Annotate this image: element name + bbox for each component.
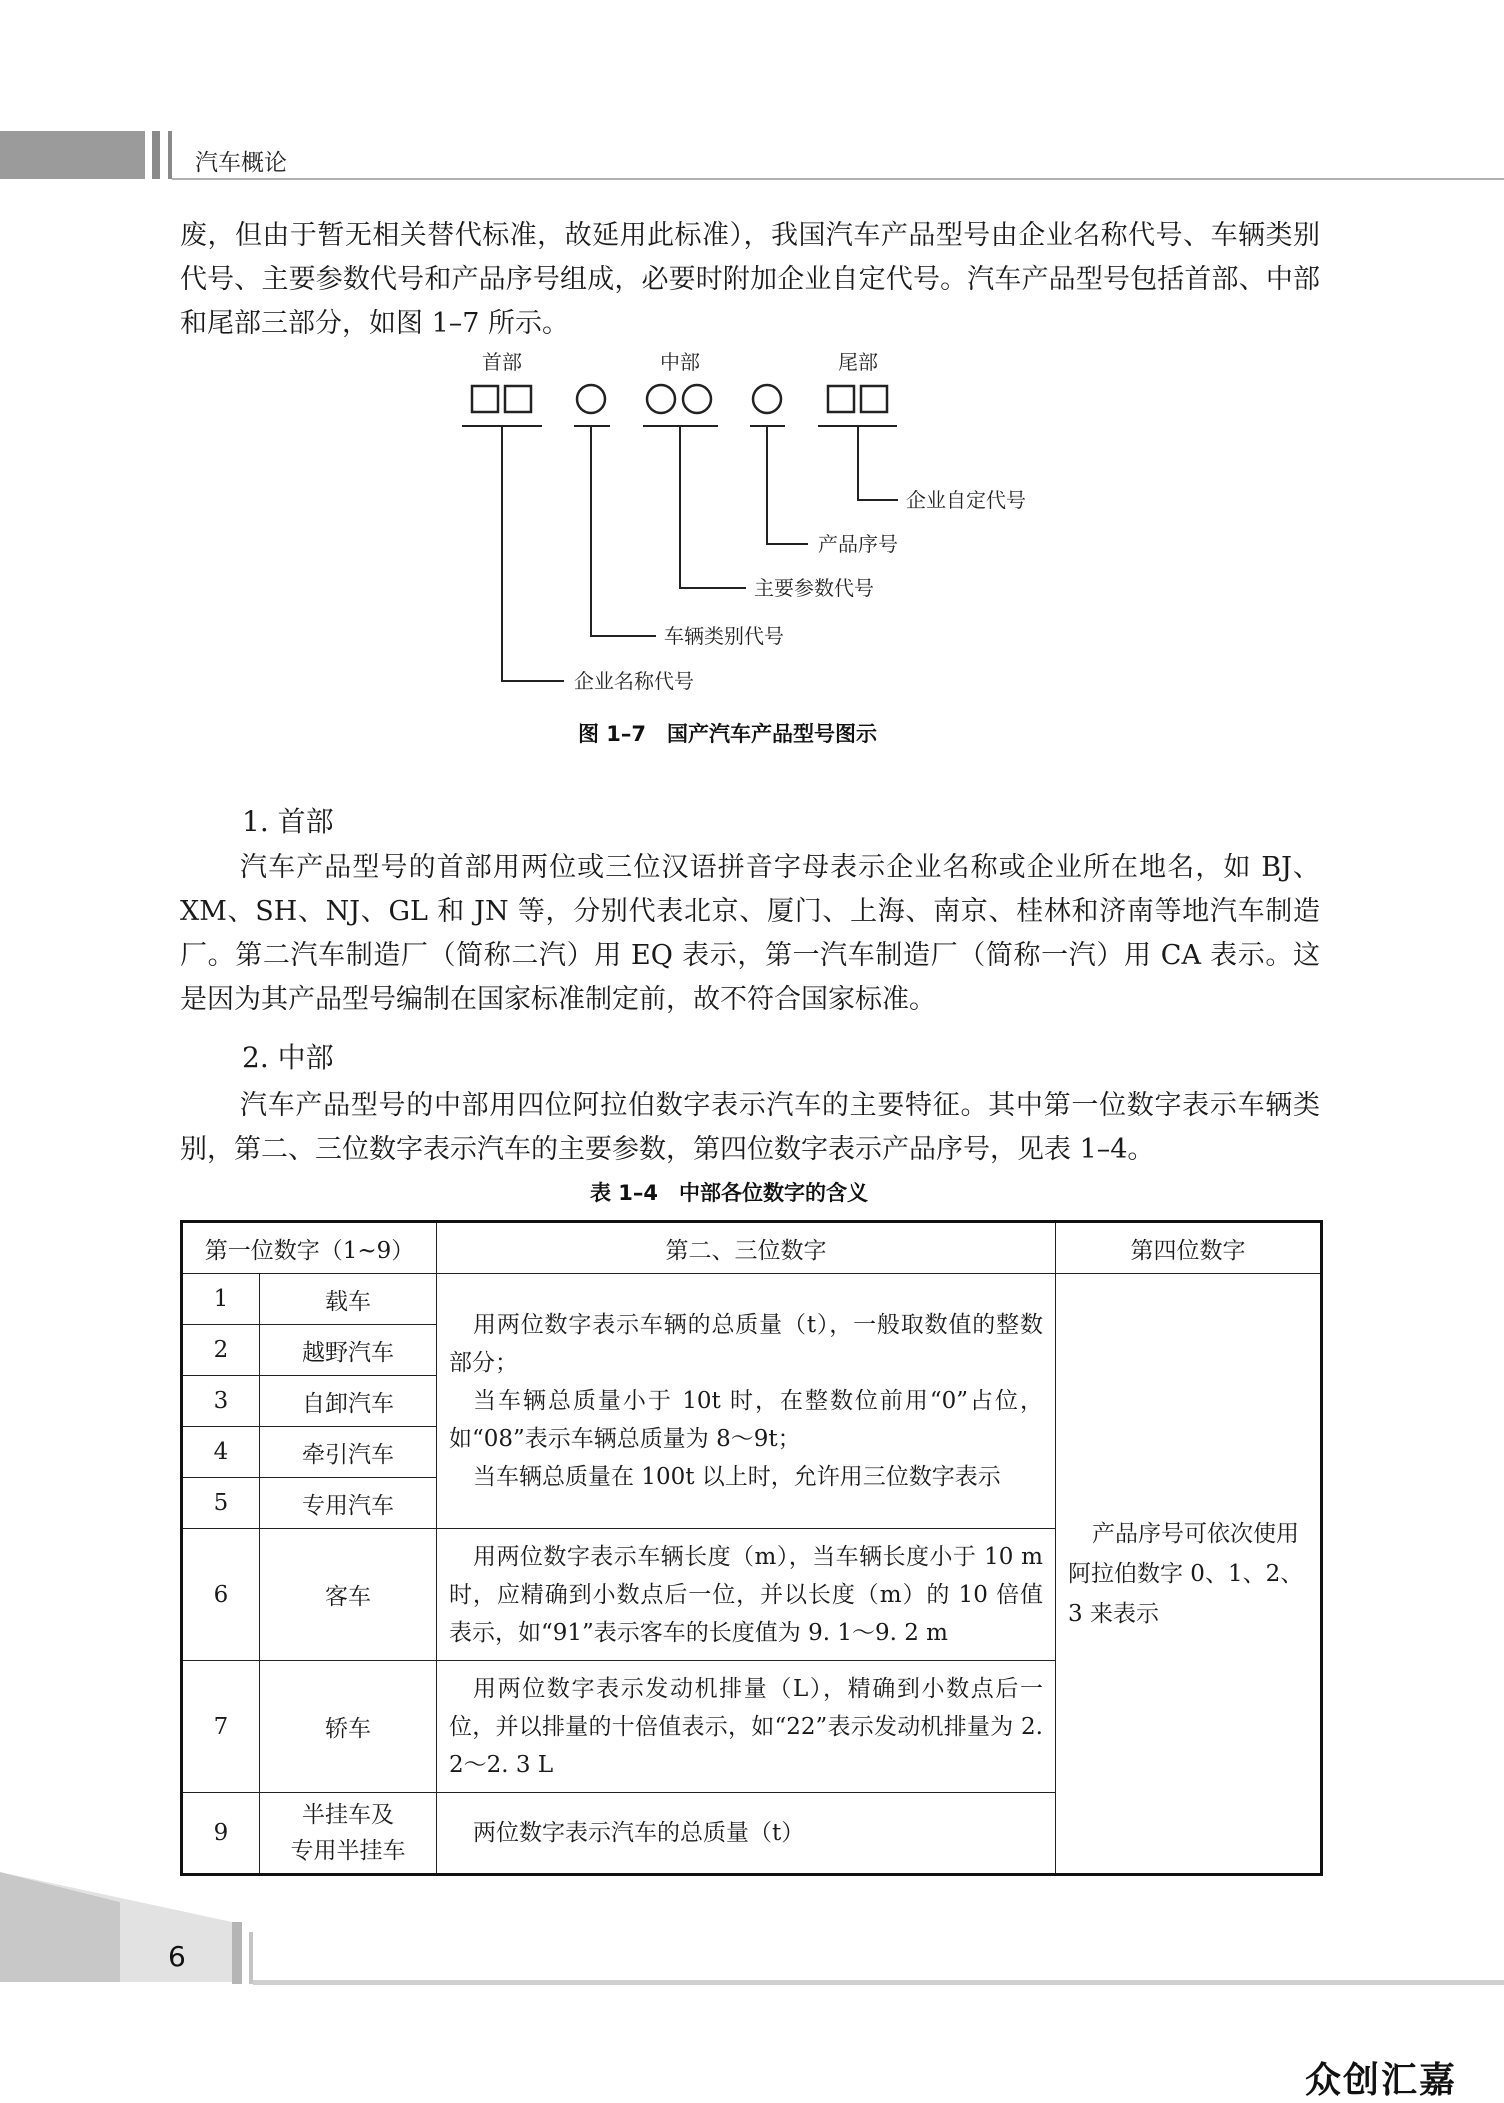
cell-num: 6 <box>182 1529 260 1661</box>
middle-circle <box>647 385 675 413</box>
cell-desc-car <box>437 1661 1056 1793</box>
footer-bar-thin <box>249 1932 253 1984</box>
connector <box>502 426 564 681</box>
running-header-title: 汽车概论 <box>195 150 287 176</box>
connector <box>680 426 746 588</box>
label-head: 首部 <box>482 350 522 374</box>
branch-label: 主要参数代号 <box>754 576 874 600</box>
footer-rule <box>253 1980 1504 1985</box>
desc-line: 当车辆总质量在 100t 以上时，允许用三位数字表示 <box>473 1464 1001 1490</box>
connector <box>591 426 656 636</box>
middle-circle <box>577 385 605 413</box>
cell-num: 1 <box>182 1274 260 1325</box>
intro-paragraph: 废，但由于暂无相关替代标准，故延用此标准），我国汽车产品型号由企业名称代号、车辆类别代号、主要参数代号和产品序号组成，必要时附加企业自定代号。汽车产品型号包括首部、中部和尾部三部分，如图 1–7 所示。 <box>180 220 1320 339</box>
section-paragraph: 汽车产品型号的中部用四位阿拉伯数字表示汽车的主要特征。其中第一位数字表示车辆类别，第二、三位数字表示汽车的主要参数，第四位数字表示产品序号，见表 1–4。 <box>180 1090 1320 1165</box>
head-square <box>472 386 498 412</box>
section-heading: 2. 中部 <box>242 1041 334 1074</box>
middle-circle <box>683 385 711 413</box>
cell-num: 7 <box>182 1661 260 1793</box>
cell-desc-trailer <box>437 1793 1056 1875</box>
watermark-logo: 众创汇嘉 <box>1305 2060 1458 2101</box>
desc-line: 两位数字表示汽车的总质量（t） <box>473 1820 805 1846</box>
table-caption: 表 1–4 中部各位数字的含义 <box>590 1181 869 1205</box>
table-header: 第一位数字（1~9） <box>182 1222 437 1274</box>
footer-decoration <box>0 1872 240 1982</box>
tail-square <box>828 386 854 412</box>
branch-label: 产品序号 <box>818 532 898 556</box>
cell-name: 专用汽车 <box>260 1478 437 1529</box>
footer-bar <box>232 1922 242 1984</box>
header-rule <box>172 178 1504 180</box>
header-bar-thin <box>168 131 172 179</box>
label-tail: 尾部 <box>838 350 878 374</box>
cell-name-line: 专用半挂车 <box>290 1838 406 1864</box>
cell-name: 载车 <box>260 1274 437 1325</box>
figure-caption: 图 1–7 国产汽车产品型号图示 <box>578 722 878 746</box>
branch-label: 企业自定代号 <box>906 488 1026 512</box>
desc-line: 用两位数字表示发动机排量（L），精确到小数点后一位，并以排量的十倍值表示，如“22”表示发动机排量为 2. 2～2. 3 L <box>449 1675 1043 1778</box>
table-header: 第二、三位数字 <box>437 1222 1056 1274</box>
cell-num: 3 <box>182 1376 260 1427</box>
header-band <box>0 131 145 179</box>
section-heading: 1. 首部 <box>242 805 334 838</box>
tail-square <box>861 386 887 412</box>
table-row <box>182 1274 1322 1325</box>
cell-num: 5 <box>182 1478 260 1529</box>
desc-line: 当车辆总质量小于 10t 时，在整数位前用“0”占位，如“08”表示车辆总质量为 8～9t； <box>449 1388 1043 1452</box>
branch-label: 车辆类别代号 <box>664 624 784 648</box>
header-bar <box>152 131 160 179</box>
branch-label: 企业名称代号 <box>574 669 694 693</box>
connector <box>858 426 898 500</box>
cell-name: 轿车 <box>260 1661 437 1793</box>
model-code-diagram <box>0 0 1504 700</box>
desc-line: 用两位数字表示车辆的总质量（t），一般取数值的整数部分； <box>449 1312 1043 1376</box>
cell-desc-mass <box>437 1274 1056 1529</box>
table-header-row <box>182 1222 1322 1274</box>
head-square <box>505 386 531 412</box>
cell-num: 9 <box>182 1793 260 1875</box>
cell-num: 4 <box>182 1427 260 1478</box>
cell-name-line: 半挂车及 <box>302 1802 394 1828</box>
cell-name: 客车 <box>260 1529 437 1661</box>
section-paragraph: 汽车产品型号的首部用两位或三位汉语拼音字母表示企业名称或企业所在地名，如 BJ、XM、SH、NJ、GL 和 JN 等，分别代表北京、厦门、上海、南京、桂林和济南等地汽车制造厂。第二汽车制造厂（简称二汽）用 EQ 表示，第一汽车制造厂（简称一汽）用 CA 表示。这是因为其产品型号编制在国家标准制定前，故不符合国家标准。 <box>180 852 1320 1015</box>
cell-name <box>260 1793 437 1875</box>
cell-name: 自卸汽车 <box>260 1376 437 1427</box>
digit-meaning-table <box>180 1220 1323 1876</box>
desc-line: 用两位数字表示车辆长度（m），当车辆长度小于 10 m 时，应精确到小数点后一位，并以长度（m）的 10 倍值表示，如“91”表示客车的长度值为 9. 1～9. 2 m <box>449 1543 1043 1646</box>
page-number: 6 <box>168 1940 186 1973</box>
label-middle: 中部 <box>660 350 700 374</box>
cell-serial: 产品序号可依次使用阿拉伯数字 0、1、2、3 来表示 <box>1056 1274 1322 1875</box>
cell-desc-bus <box>437 1529 1056 1661</box>
cell-name: 牵引汽车 <box>260 1427 437 1478</box>
cell-num: 2 <box>182 1325 260 1376</box>
middle-circle <box>753 385 781 413</box>
table-header: 第四位数字 <box>1056 1222 1322 1274</box>
cell-name: 越野汽车 <box>260 1325 437 1376</box>
connector <box>767 426 808 544</box>
